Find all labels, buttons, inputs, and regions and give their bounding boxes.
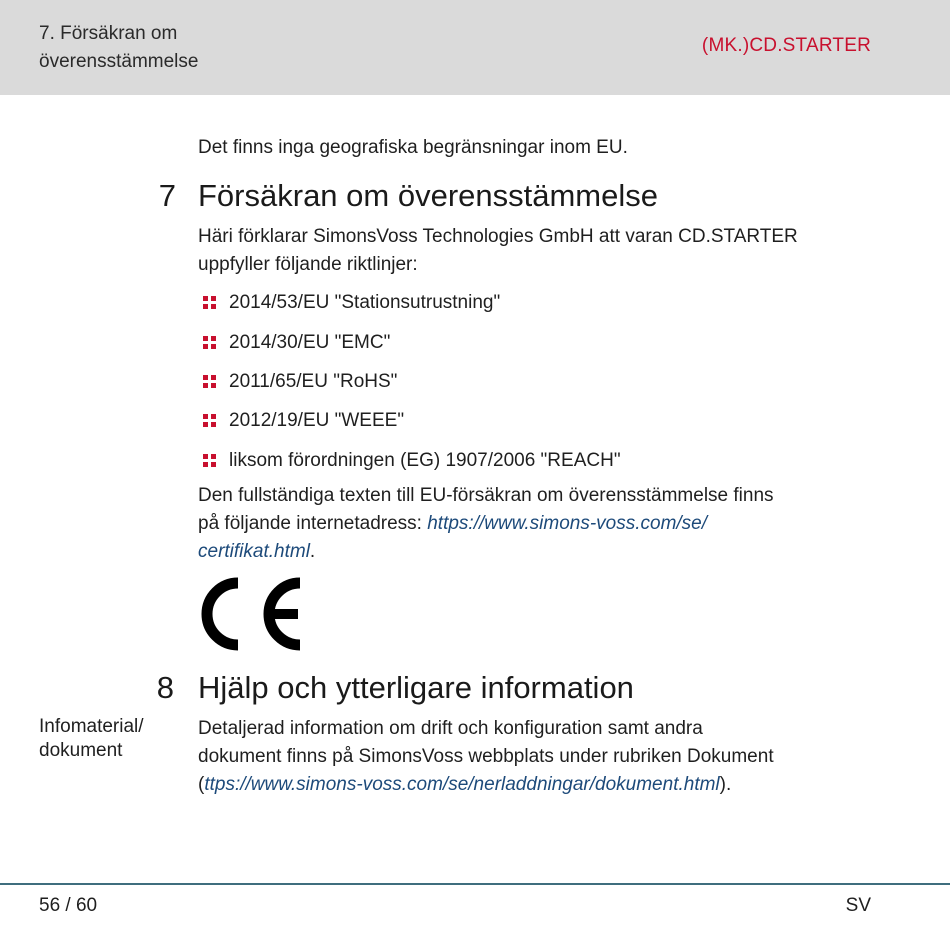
page-number: 56 / 60 <box>39 895 98 916</box>
section-7-number: 7 <box>158 178 176 213</box>
language-code: SV <box>845 895 871 916</box>
paragraph-line: Häri förklarar SimonsVoss Technologies GmbH att varan CD.STARTER <box>198 226 798 247</box>
paragraph-line: dokument finns på SimonsVoss webbplats under rubriken Dokument <box>198 746 774 767</box>
paragraph-line: Den fullständiga texten till EU-försäkran om överensstämmelse finns <box>198 485 774 506</box>
ce-mark-icon <box>198 575 306 653</box>
footer-divider <box>0 883 950 885</box>
documents-link[interactable]: ttps://www.simons-voss.com/se/nerladdningar/dokument.html <box>204 774 720 795</box>
list-item-text: 2014/53/EU "Stationsutrustning" <box>229 292 501 313</box>
paragraph-text: på följande internetadress: <box>198 513 428 534</box>
section-8-paragraph <box>198 715 774 799</box>
paragraph-line <box>198 510 774 538</box>
list-item-text: 2012/19/EU "WEEE" <box>229 410 405 431</box>
paragraph-line: Detaljerad information om drift och konfiguration samt andra <box>198 718 703 739</box>
margin-note: Infomaterial/ dokument <box>39 716 144 761</box>
bullet-icon <box>203 414 217 428</box>
bullet-icon <box>203 375 217 389</box>
paragraph-text: . <box>309 541 316 562</box>
certificate-link-continued[interactable]: certifikat.html <box>198 541 310 562</box>
paragraph-line <box>198 771 774 799</box>
paragraph-line <box>198 538 774 566</box>
list-item-text: 2014/30/EU "EMC" <box>229 332 391 353</box>
bullet-icon <box>203 454 217 468</box>
page-header <box>0 0 950 95</box>
paragraph-text: ). <box>719 774 732 795</box>
paragraph-text: ( <box>198 774 205 795</box>
bullet-icon <box>203 336 217 350</box>
paragraph-line: uppfyller följande riktlinjer: <box>198 254 418 275</box>
section-7-title: Försäkran om överensstämmelse <box>198 178 658 213</box>
section-7-paragraph-1 <box>198 223 798 279</box>
list-item-text: 2011/65/EU "RoHS" <box>229 371 398 392</box>
certificate-link[interactable]: https://www.simons-voss.com/se/ <box>427 513 708 534</box>
section-7-paragraph-2 <box>198 482 774 566</box>
header-product-name: (MK.)CD.STARTER <box>701 35 871 56</box>
section-8-number: 8 <box>156 670 174 705</box>
section-8-title: Hjälp och ytterligare information <box>198 670 634 705</box>
list-item-text: liksom förordningen (EG) 1907/2006 "REACH" <box>229 450 621 471</box>
intro-text: Det finns inga geografiska begränsningar inom EU. <box>198 137 628 158</box>
header-section-title: 7. Försäkran om överensstämmelse <box>39 23 199 72</box>
bullet-icon <box>203 296 217 310</box>
